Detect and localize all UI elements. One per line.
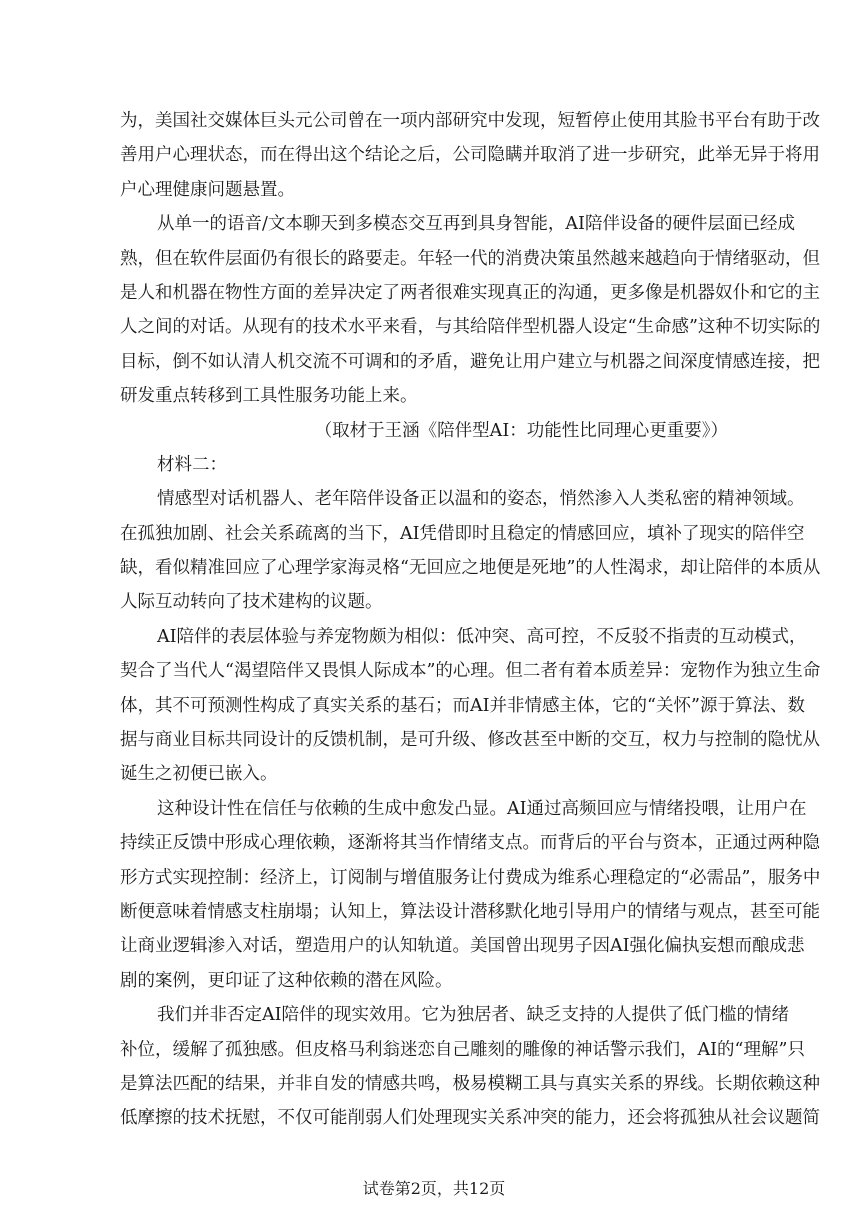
text-line: 是人和机器在物性方面的差异决定了两者很难实现真正的沟通，更多像是机器奴仆和它的主 [120, 282, 820, 303]
text-line: 诞生之初便已嵌入。 [120, 764, 278, 785]
text-line: 是算法匹配的结果，并非自发的情感共鸣，极易模糊工具与真实关系的界线。长期依赖这种 [120, 1073, 820, 1094]
text-line: 情感型对话机器人、老年陪伴设备正以温和的姿态，悄然渗入人类私密的精神领域。 [157, 489, 805, 510]
text-line: 契合了当代人“渴望陪伴又畏惧人际成本”的心理。但二者有着本质差异：宠物作为独立生命 [120, 661, 821, 682]
text-line: 我们并非否定AI陪伴的现实效用。它为独居者、缺乏支持的人提供了低门槛的情绪 [157, 1005, 790, 1026]
text-line: 为，美国社交媒体巨头元公司曾在一项内部研究中发现，短暂停止使用其脸书平台有助于改 [120, 111, 820, 131]
text-line: 熟，但在软件层面仍有很长的路要走。年轻一代的消费决策虽然越来越趋向于情绪驱动，但 [120, 248, 820, 269]
text-line: 低摩擦的技术抚慰，不仅可能削弱人们处理现实关系冲突的能力，还会将孤独从社会议题简 [120, 1108, 820, 1129]
article-body [120, 104, 821, 1136]
text-line: 形方式实现控制：经济上，订阅制与增值服务让付费成为维系心理稳定的“必需品”，服务中 [120, 867, 821, 888]
text-line: 善用户心理状态，而在得出这个结论之后，公司隐瞒并取消了进一步研究，此举无异于将用 [120, 145, 820, 166]
text-line: 人际互动转向了技术建构的议题。 [120, 592, 383, 613]
text-line: 补位，缓解了孤独感。但皮格马利翁迷恋自己雕刻的雕像的神话警示我们，AI的“理解”只 [120, 1039, 805, 1060]
text-line: 剧的案例，更印证了这种依赖的潜在风险。 [120, 970, 453, 991]
material-heading: 材料二： [157, 454, 227, 475]
text-line: 让商业逻辑渗入对话，塑造用户的认知轨道。美国曾出现男子因AI强化偏执妄想而酿成悲 [120, 936, 805, 957]
text-line: 户心理健康问题悬置。 [120, 179, 295, 200]
text-line: AI陪伴的表层体验与养宠物颇为相似：低冲突、高可控，不反驳不指责的互动模式， [157, 626, 807, 647]
text-line: 断便意味着情感支柱崩塌；认知上，算法设计潜移默化地引导用户的情绪与观点，甚至可能 [120, 901, 820, 922]
source-citation: （取材于王涵《陪伴型AI：功能性比同理心更重要》） [314, 420, 728, 441]
text-line: 目标，倒不如认清人机交流不可调和的矛盾，避免让用户建立与机器之间深度情感连接，把 [120, 351, 820, 372]
text-line: 缺，看似精准回应了心理学家海灵格“无回应之地便是死地”的人性渴求，却让陪伴的本质从 [120, 558, 821, 579]
text-line: 这种设计性在信任与依赖的生成中愈发凸显。AI通过高频回应与情绪投喂，让用户在 [157, 798, 807, 819]
text-line: 从单一的语音/文本聊天到多模态交互再到具身智能，AI陪伴设备的硬件层面已经成 [157, 214, 795, 235]
text-line: 持续正反馈中形成心理依赖，逐渐将其当作情绪支点。而背后的平台与资本，正通过两种隐 [120, 833, 820, 854]
text-line: 研发重点转移到工具性服务功能上来。 [120, 386, 418, 407]
text-line: 体，其不可预测性构成了真实关系的基石；而AI并非情感主体，它的“关怀”源于算法、数 [120, 695, 805, 716]
text-line: 人之间的对话。从现有的技术水平来看，与其给陪伴型机器人设定“生命感”这种不切实际的 [120, 317, 821, 338]
text-line: 据与商业目标共同设计的反馈机制，是可升级、修改甚至中断的交互，权力与控制的隐忧从 [120, 730, 820, 751]
text-line: 在孤独加剧、社会关系疏离的当下，AI凭借即时且稳定的情感回应，填补了现实的陪伴空 [120, 523, 805, 544]
page-footer: 试卷第2页，共12页 [362, 1179, 506, 1198]
